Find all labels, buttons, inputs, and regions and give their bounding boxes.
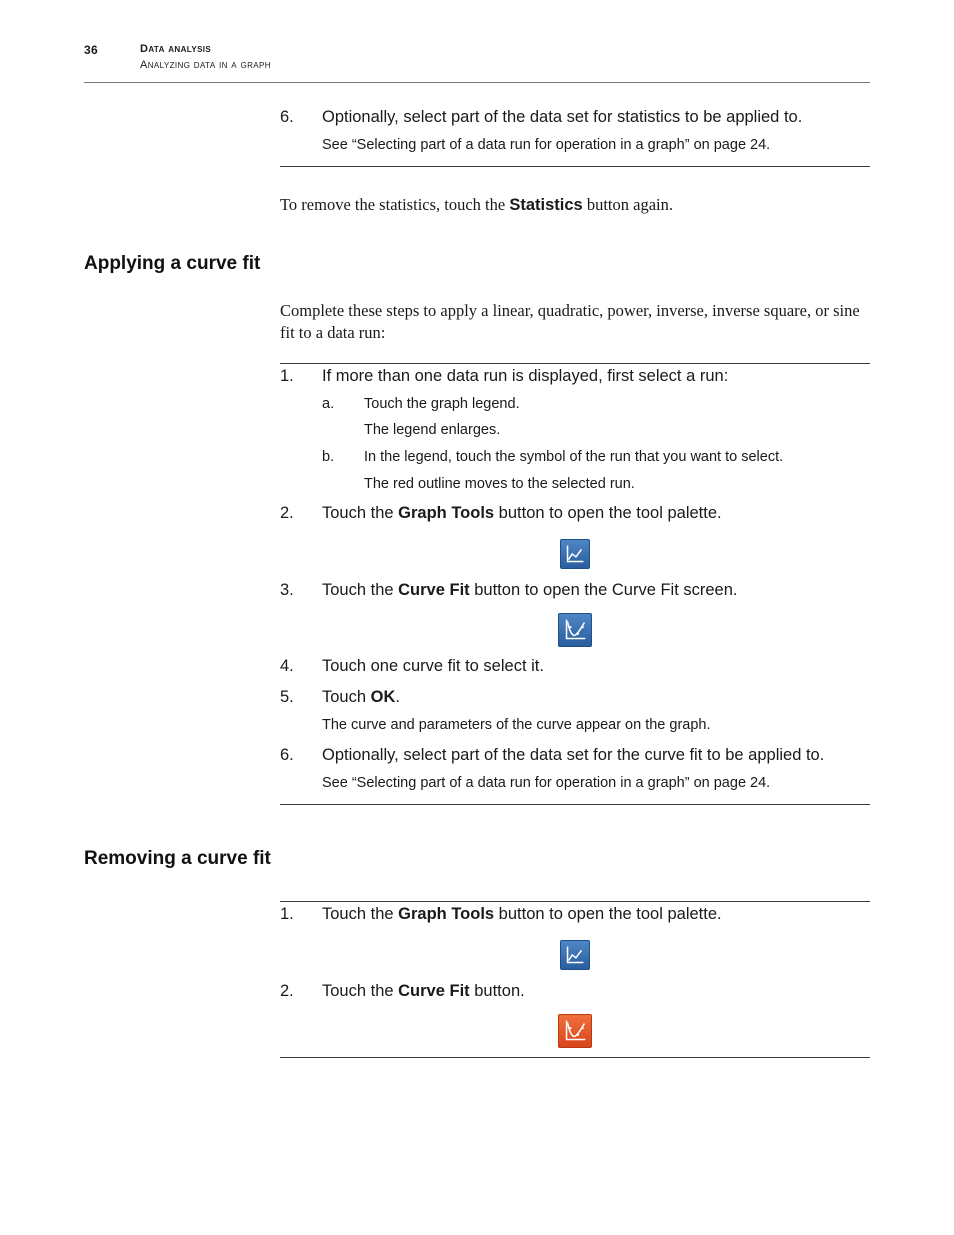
curve-fit-label: Curve Fit [398,982,470,1000]
graph-tools-label: Graph Tools [398,504,495,522]
substep-text: In the legend, touch the symbol of the run that you want to select. [364,449,784,465]
ok-label: OK [370,688,396,706]
step-text: Touch OK. [322,688,400,706]
curve-fit-icon[interactable] [558,613,592,647]
step-text: Touch the Graph Tools button to open the tool palette. [322,504,722,522]
step-number: 1. [280,367,294,385]
section-rule [280,363,870,364]
graph-tools-label: Graph Tools [398,905,495,923]
step-text: Optionally, select part of the data set for the curve fit to be applied to. [322,746,825,764]
graph-tools-icon[interactable] [560,940,590,970]
substep-letter: b. [322,449,335,465]
step-number: 2. [280,504,294,522]
applying-intro: Complete these steps to apply a linear, quadratic, power, inverse, inverse square, or sine fit to a data run: [280,301,860,342]
section-heading-removing: Removing a curve fit [84,848,271,869]
step-number: 5. [280,688,294,706]
section-rule [280,166,870,167]
header-rule [84,82,870,83]
step-text: Touch the Graph Tools button to open the tool palette. [322,905,722,923]
curve-fit-label: Curve Fit [398,581,470,599]
substep-result: The red outline moves to the selected run. [364,476,635,492]
running-head-chapter: Data analysis [140,43,212,55]
statistics-button-label: Statistics [509,196,583,214]
graph-tools-icon[interactable] [560,539,590,569]
step-text: Touch the Curve Fit button. [322,982,525,1000]
step-text: Optionally, select part of the data set for statistics to be applied to. [322,108,803,126]
running-head-section: Analyzing data in a graph [140,59,271,71]
step-number: 6. [280,108,294,126]
section-rule [280,901,870,902]
remove-statistics-text: To remove the statistics, touch the Statistics button again. [280,195,673,214]
page-number: 36 [84,43,98,57]
step-note: The curve and parameters of the curve appear on the graph. [322,717,711,733]
substep-letter: a. [322,396,335,412]
step-number: 2. [280,982,294,1000]
step-number: 4. [280,657,294,675]
section-heading-applying: Applying a curve fit [84,253,261,274]
substep-text: Touch the graph legend. [364,396,520,412]
step-text: If more than one data run is displayed, first select a run: [322,367,729,385]
step-text: Touch one curve fit to select it. [322,657,544,675]
step-number: 3. [280,581,294,599]
step-note: See “Selecting part of a data run for operation in a graph” on page 24. [322,137,771,153]
section-rule [280,804,870,805]
step-text: Touch the Curve Fit button to open the Curve Fit screen. [322,581,738,599]
section-rule [280,1057,870,1058]
step-note: See “Selecting part of a data run for operation in a graph” on page 24. [322,775,771,791]
step-number: 1. [280,905,294,923]
curve-fit-active-icon[interactable] [558,1014,592,1048]
substep-result: The legend enlarges. [364,422,501,438]
step-number: 6. [280,746,294,764]
